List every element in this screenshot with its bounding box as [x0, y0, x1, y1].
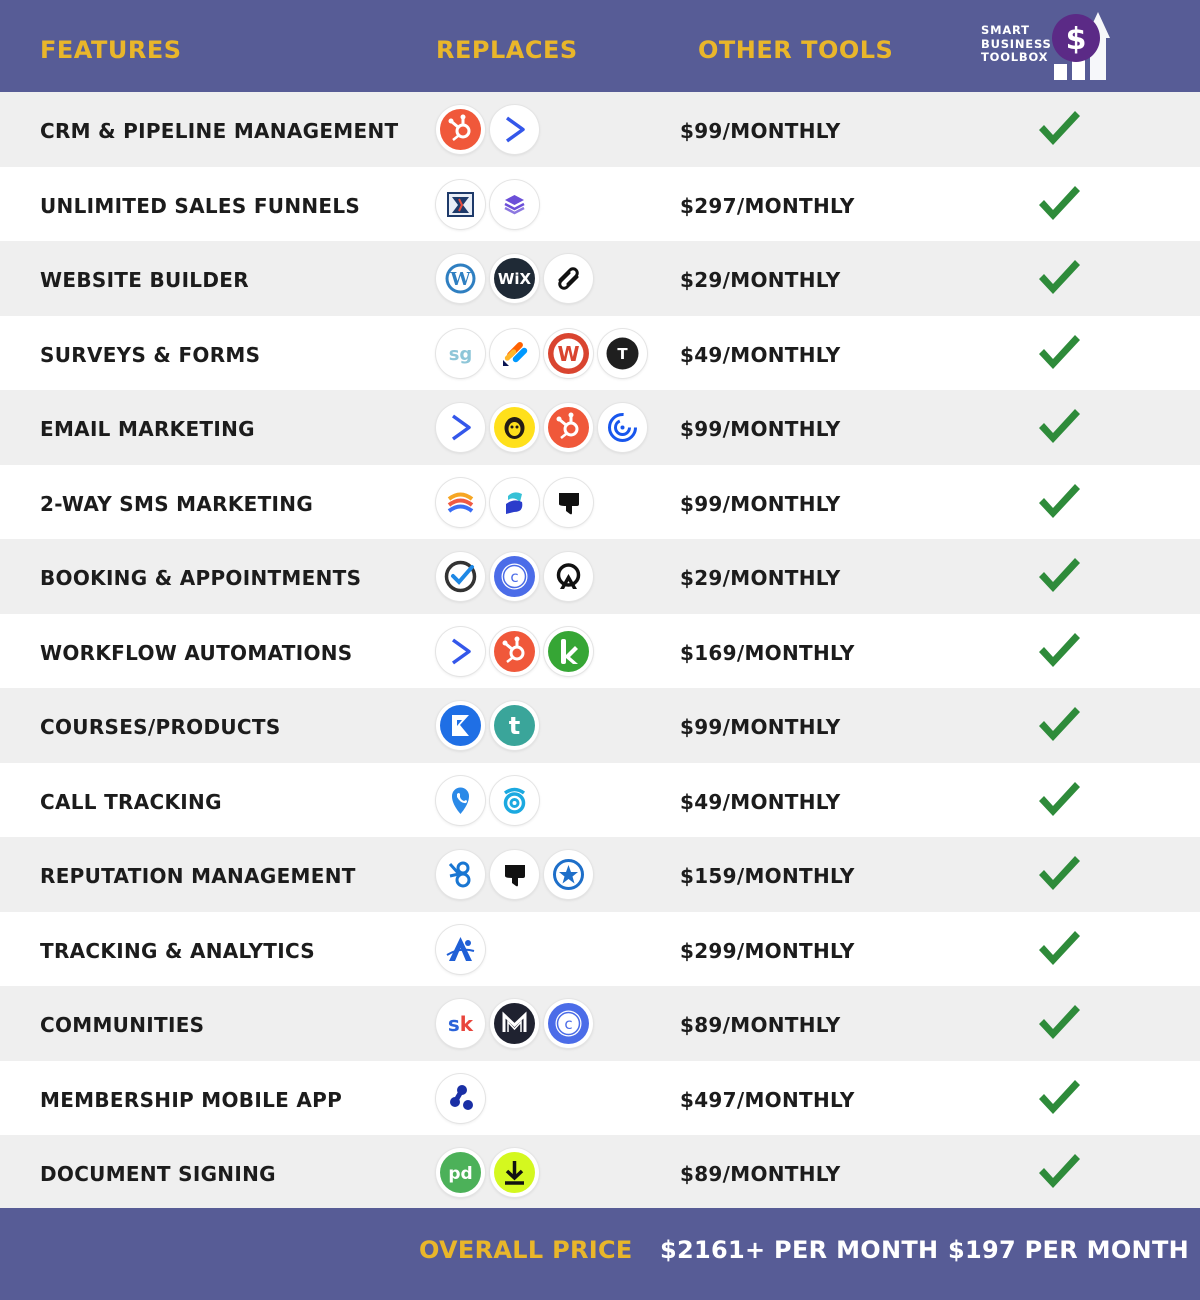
svg-text:T: T — [617, 344, 628, 363]
smart-business-toolbox-logo — [980, 8, 1140, 88]
callrail-icon — [436, 776, 485, 825]
teachable-icon — [490, 701, 539, 750]
check-circle-icon — [436, 552, 485, 601]
squarespace-icon — [544, 254, 593, 303]
checkmark-icon — [1036, 555, 1082, 595]
feature-name: UNLIMITED SALES FUNNELS — [40, 193, 361, 218]
other-tool-price: $99/MONTHLY — [680, 491, 841, 516]
pandadoc-icon — [436, 1148, 485, 1197]
circle-icon — [544, 999, 593, 1048]
table-header — [0, 0, 1200, 92]
analytics-a-icon — [436, 925, 485, 974]
feature-name: MEMBERSHIP MOBILE APP — [40, 1087, 343, 1112]
other-tool-price: $299/MONTHLY — [680, 938, 855, 963]
checkmark-icon — [1036, 1002, 1082, 1042]
wordpress-icon — [436, 254, 485, 303]
table-row — [0, 1135, 1200, 1210]
star-badge-icon — [544, 850, 593, 899]
feature-name: DOCUMENT SIGNING — [40, 1162, 276, 1186]
feature-name: TRACKING & ANALYTICS — [40, 938, 316, 963]
other-tool-price: $99/MONTHLY — [680, 417, 841, 441]
table-row — [0, 1061, 1200, 1136]
other-tool-price: $89/MONTHLY — [680, 1162, 841, 1186]
ringba-icon — [490, 776, 539, 825]
wix-icon — [490, 254, 539, 303]
checkmark-icon — [1036, 108, 1082, 148]
other-tool-price: $29/MONTHLY — [680, 268, 841, 292]
stack-icon — [436, 478, 485, 527]
other-tool-price: $49/MONTHLY — [680, 789, 841, 814]
logo-line-2: BUSINESS — [981, 36, 1052, 51]
feature-name: CALL TRACKING — [40, 789, 222, 814]
typeform-icon — [598, 329, 647, 378]
overall-price-label: OVERALL PRICE — [419, 1236, 633, 1264]
feature-name: COMMUNITIES — [40, 1013, 205, 1037]
calendly-icon — [490, 552, 539, 601]
feature-name: REPUTATION MANAGEMENT — [40, 864, 356, 888]
keap-icon — [544, 627, 593, 676]
feature-name: WEBSITE BUILDER — [40, 268, 249, 292]
podium-icon — [490, 850, 539, 899]
feature-name: CRM & PIPELINE MANAGEMENT — [40, 119, 399, 143]
feature-name: COURSES/PRODUCTS — [40, 715, 281, 739]
table-row — [0, 688, 1200, 763]
checkmark-icon — [1036, 853, 1082, 893]
other-tool-price: $297/MONTHLY — [680, 193, 855, 218]
table-row — [0, 837, 1200, 912]
other-tool-price: $49/MONTHLY — [680, 342, 841, 367]
birdeye-icon — [436, 850, 485, 899]
other-tool-price: $169/MONTHLY — [680, 640, 855, 665]
checkmark-icon — [1036, 332, 1082, 372]
other-tool-price: $99/MONTHLY — [680, 119, 841, 143]
svg-text:W: W — [557, 341, 580, 366]
table-row — [0, 241, 1200, 316]
logo-line-1: SMART — [981, 23, 1030, 37]
toolbox-total: $197 PER MONTH — [948, 1236, 1190, 1264]
svg-text:sg: sg — [448, 343, 473, 365]
kajabi-icon — [436, 701, 485, 750]
checkmark-icon — [1036, 257, 1082, 297]
acuity-icon — [544, 552, 593, 601]
other-tools-total: $2161+ PER MONTH — [660, 1236, 939, 1264]
feature-name: SURVEYS & FORMS — [40, 342, 261, 367]
download-icon — [490, 1148, 539, 1197]
other-tool-price: $29/MONTHLY — [680, 566, 841, 590]
svg-text:W: W — [450, 269, 471, 290]
checkmark-icon — [1036, 630, 1082, 670]
checkmark-icon — [1036, 406, 1082, 446]
mailchimp-icon — [490, 403, 539, 452]
table-row — [0, 465, 1200, 540]
svg-text:c: c — [510, 568, 519, 586]
checkmark-icon — [1036, 779, 1082, 819]
checkmark-icon — [1036, 928, 1082, 968]
table-row — [0, 92, 1200, 167]
chat-bubble-icon — [490, 478, 539, 527]
mighty-icon — [490, 999, 539, 1048]
header-features: FEATURES — [40, 36, 182, 64]
other-tool-price: $99/MONTHLY — [680, 715, 841, 739]
svg-text:c: c — [564, 1015, 573, 1033]
header-replaces: REPLACES — [436, 36, 578, 64]
layers-icon — [490, 180, 539, 229]
svg-text:sk: sk — [447, 1012, 474, 1036]
other-tool-price: $497/MONTHLY — [680, 1087, 855, 1112]
podium-icon — [544, 478, 593, 527]
hubspot-icon — [544, 403, 593, 452]
clickfunnels-icon — [436, 180, 485, 229]
checkmark-icon — [1036, 481, 1082, 521]
checkmark-icon — [1036, 704, 1082, 744]
other-tool-price: $89/MONTHLY — [680, 1013, 841, 1037]
checkmark-icon — [1036, 1151, 1082, 1191]
table-row — [0, 986, 1200, 1061]
table-row — [0, 390, 1200, 465]
surveygizmo-icon — [436, 329, 485, 378]
checkmark-icon — [1036, 1077, 1082, 1117]
svg-text:t: t — [508, 712, 521, 740]
checkmark-icon — [1036, 183, 1082, 223]
hubspot-icon — [490, 627, 539, 676]
jotform-icon — [490, 329, 539, 378]
table-row — [0, 539, 1200, 614]
logo-dollar-icon: $ — [1065, 22, 1087, 57]
dots-icon — [436, 1074, 485, 1123]
table-footer — [0, 1208, 1200, 1300]
logo-line-3: TOOLBOX — [981, 50, 1049, 64]
activecampaign-icon — [436, 627, 485, 676]
header-other-tools: OTHER TOOLS — [698, 36, 894, 64]
wufoo-icon — [544, 329, 593, 378]
skool-icon — [436, 999, 485, 1048]
table-row — [0, 763, 1200, 838]
hubspot-icon — [436, 105, 485, 154]
table-row — [0, 614, 1200, 689]
feature-name: WORKFLOW AUTOMATIONS — [40, 640, 353, 665]
constant-contact-icon — [598, 403, 647, 452]
table-row — [0, 912, 1200, 987]
feature-name: 2-WAY SMS MARKETING — [40, 491, 314, 516]
table-row — [0, 167, 1200, 242]
svg-text:WiX: WiX — [497, 270, 532, 288]
feature-name: BOOKING & APPOINTMENTS — [40, 566, 362, 590]
svg-text:pd: pd — [448, 1164, 473, 1184]
feature-name: EMAIL MARKETING — [40, 417, 255, 441]
other-tool-price: $159/MONTHLY — [680, 864, 855, 888]
activecampaign-icon — [490, 105, 539, 154]
activecampaign-icon — [436, 403, 485, 452]
table-row — [0, 316, 1200, 391]
